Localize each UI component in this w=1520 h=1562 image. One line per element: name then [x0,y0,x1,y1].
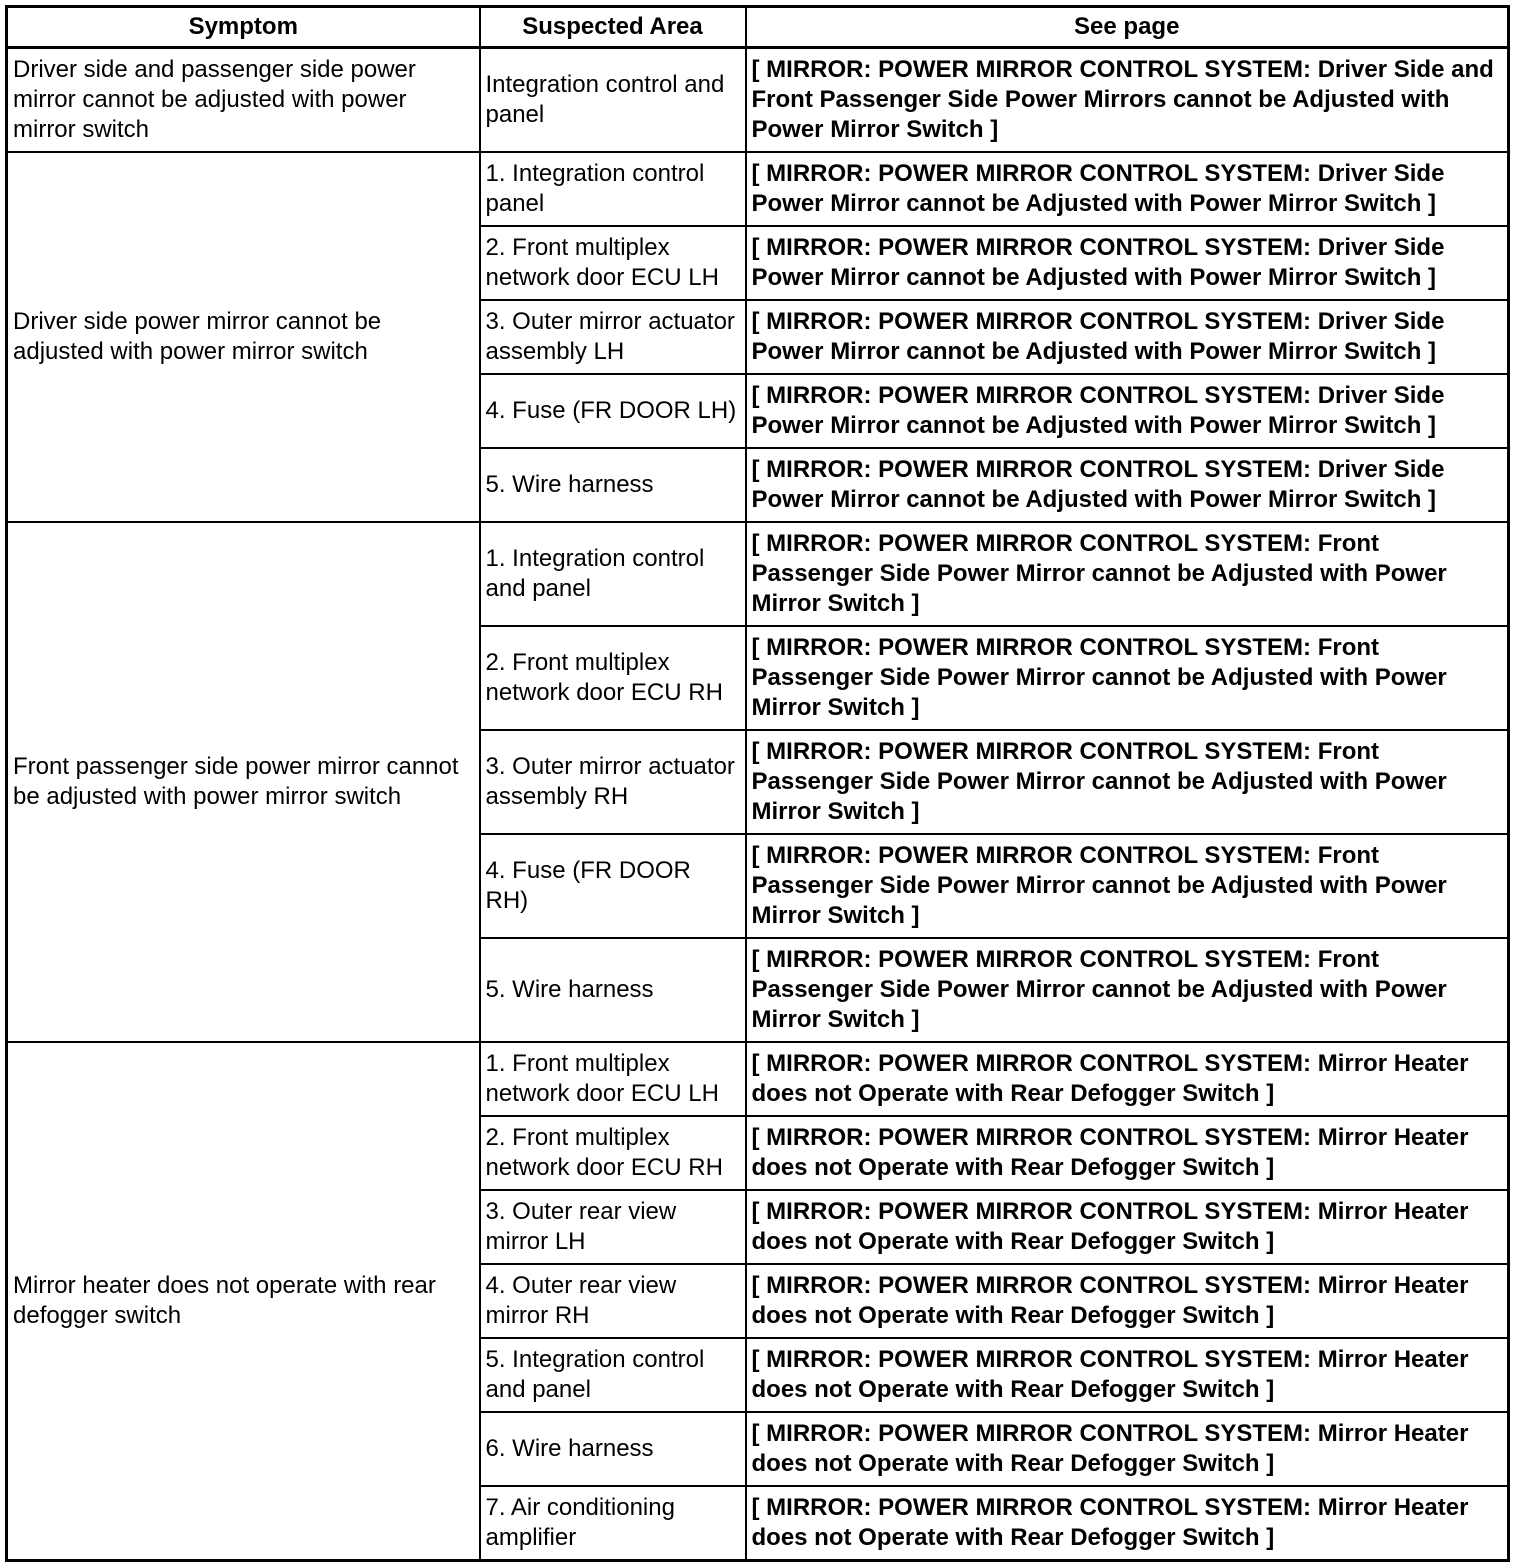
suspected-area-cell: 5. Wire harness [480,448,746,522]
see-page-link[interactable]: [ MIRROR: POWER MIRROR CONTROL SYSTEM: Driver Side Power Mirror cannot be Adjusted with Power Mirror Switch ] [746,448,1509,522]
suspected-area-cell: 5. Wire harness [480,938,746,1042]
see-page-link[interactable]: [ MIRROR: POWER MIRROR CONTROL SYSTEM: Driver Side and Front Passenger Side Power Mirrors cannot be Adjusted with Power Mirror Switch ] [746,48,1509,153]
see-page-link[interactable]: [ MIRROR: POWER MIRROR CONTROL SYSTEM: Driver Side Power Mirror cannot be Adjusted with Power Mirror Switch ] [746,226,1509,300]
suspected-area-cell: 4. Fuse (FR DOOR LH) [480,374,746,448]
suspected-area-cell: 1. Integration control and panel [480,522,746,626]
see-page-link[interactable]: [ MIRROR: POWER MIRROR CONTROL SYSTEM: Front Passenger Side Power Mirror cannot be Adjusted with Power Mirror Switch ] [746,522,1509,626]
suspected-area-cell: 4. Outer rear view mirror RH [480,1264,746,1338]
see-page-link[interactable]: [ MIRROR: POWER MIRROR CONTROL SYSTEM: Driver Side Power Mirror cannot be Adjusted with Power Mirror Switch ] [746,300,1509,374]
table-row [7,1042,1509,1116]
see-page-link[interactable]: [ MIRROR: POWER MIRROR CONTROL SYSTEM: Mirror Heater does not Operate with Rear Defogger Switch ] [746,1338,1509,1412]
suspected-area-cell: 3. Outer mirror actuator assembly LH [480,300,746,374]
see-page-link[interactable]: [ MIRROR: POWER MIRROR CONTROL SYSTEM: Mirror Heater does not Operate with Rear Defogger Switch ] [746,1042,1509,1116]
suspected-area-cell: 4. Fuse (FR DOOR RH) [480,834,746,938]
see-page-link[interactable]: [ MIRROR: POWER MIRROR CONTROL SYSTEM: Mirror Heater does not Operate with Rear Defogger Switch ] [746,1264,1509,1338]
see-page-link[interactable]: [ MIRROR: POWER MIRROR CONTROL SYSTEM: Mirror Heater does not Operate with Rear Defogger Switch ] [746,1412,1509,1486]
see-page-link[interactable]: [ MIRROR: POWER MIRROR CONTROL SYSTEM: Driver Side Power Mirror cannot be Adjusted with Power Mirror Switch ] [746,152,1509,226]
see-page-link[interactable]: [ MIRROR: POWER MIRROR CONTROL SYSTEM: Front Passenger Side Power Mirror cannot be Adjusted with Power Mirror Switch ] [746,730,1509,834]
table-row [7,152,1509,226]
table-row [7,522,1509,626]
problem-symptoms-table [5,5,1510,1562]
symptom-cell: Driver side power mirror cannot be adjusted with power mirror switch [7,152,480,522]
symptom-cell: Front passenger side power mirror cannot be adjusted with power mirror switch [7,522,480,1042]
see-page-link[interactable]: [ MIRROR: POWER MIRROR CONTROL SYSTEM: Mirror Heater does not Operate with Rear Defogger Switch ] [746,1486,1509,1561]
see-page-link[interactable]: [ MIRROR: POWER MIRROR CONTROL SYSTEM: Mirror Heater does not Operate with Rear Defogger Switch ] [746,1116,1509,1190]
suspected-area-cell: 7. Air conditioning amplifier [480,1486,746,1561]
table-row [7,48,1509,153]
symptom-cell: Driver side and passenger side power mirror cannot be adjusted with power mirror switch [7,48,480,153]
see-page-link[interactable]: [ MIRROR: POWER MIRROR CONTROL SYSTEM: Front Passenger Side Power Mirror cannot be Adjusted with Power Mirror Switch ] [746,938,1509,1042]
suspected-area-cell: 5. Integration control and panel [480,1338,746,1412]
header-row [7,7,1509,48]
see-page-link[interactable]: [ MIRROR: POWER MIRROR CONTROL SYSTEM: Front Passenger Side Power Mirror cannot be Adjusted with Power Mirror Switch ] [746,834,1509,938]
suspected-area-cell: Integration control and panel [480,48,746,153]
suspected-area-cell: 2. Front multiplex network door ECU LH [480,226,746,300]
suspected-area-cell: 6. Wire harness [480,1412,746,1486]
see-page-link[interactable]: [ MIRROR: POWER MIRROR CONTROL SYSTEM: Driver Side Power Mirror cannot be Adjusted with Power Mirror Switch ] [746,374,1509,448]
suspected-area-cell: 2. Front multiplex network door ECU RH [480,626,746,730]
suspected-area-cell: 1. Front multiplex network door ECU LH [480,1042,746,1116]
header-see-page: See page [746,7,1509,48]
see-page-link[interactable]: [ MIRROR: POWER MIRROR CONTROL SYSTEM: Mirror Heater does not Operate with Rear Defogger Switch ] [746,1190,1509,1264]
header-symptom: Symptom [7,7,480,48]
suspected-area-cell: 3. Outer rear view mirror LH [480,1190,746,1264]
suspected-area-cell: 2. Front multiplex network door ECU RH [480,1116,746,1190]
suspected-area-cell: 3. Outer mirror actuator assembly RH [480,730,746,834]
see-page-link[interactable]: [ MIRROR: POWER MIRROR CONTROL SYSTEM: Front Passenger Side Power Mirror cannot be Adjusted with Power Mirror Switch ] [746,626,1509,730]
symptom-cell: Mirror heater does not operate with rear defogger switch [7,1042,480,1561]
suspected-area-cell: 1. Integration control panel [480,152,746,226]
header-suspected-area: Suspected Area [480,7,746,48]
